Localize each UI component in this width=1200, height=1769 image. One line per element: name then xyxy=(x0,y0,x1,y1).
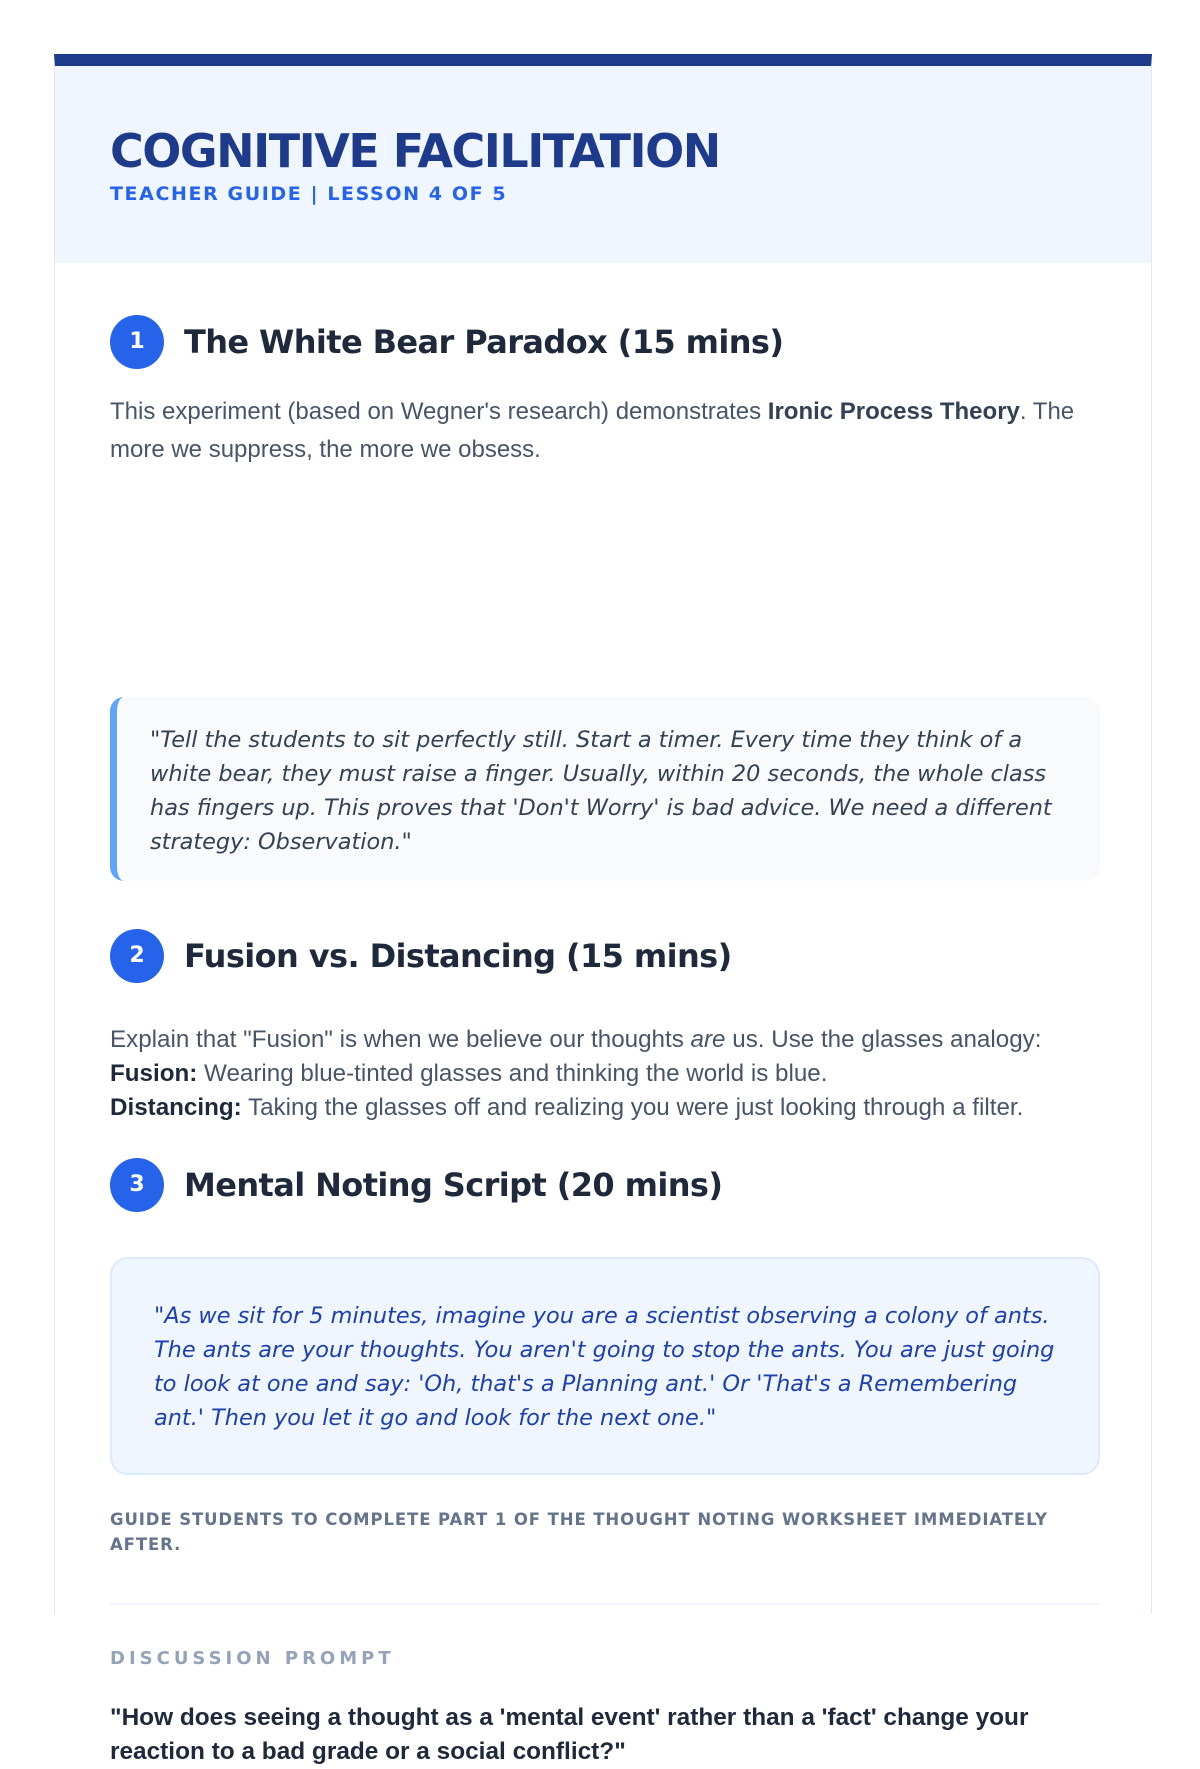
distancing-text: Taking the glasses off and realizing you were just looking through a filter. xyxy=(241,1094,1024,1121)
section-3-title: Mental Noting Script (20 mins) xyxy=(184,1166,723,1204)
section-2-intro-ending: us. Use the glasses analogy: xyxy=(725,1026,1042,1053)
section-2-intro-text: Explain that "Fusion" is when we believe our thoughts xyxy=(110,1026,691,1053)
section-1-number-badge: 1 xyxy=(110,315,164,369)
section-1-heading xyxy=(110,315,783,369)
distancing-definition xyxy=(110,1091,1110,1125)
section-2-intro-line xyxy=(110,1023,1110,1057)
section-divider xyxy=(110,1603,1100,1605)
section-2-number-badge: 2 xyxy=(110,929,164,983)
section-1-intro-emphasis: Ironic Process Theory xyxy=(767,398,1020,425)
fusion-label: Fusion: xyxy=(110,1060,198,1087)
section-1-intro xyxy=(110,393,1100,469)
page-subtitle: TEACHER GUIDE | LESSON 4 OF 5 xyxy=(110,183,508,205)
guide-header xyxy=(55,66,1151,263)
fusion-definition xyxy=(110,1057,1110,1091)
section-3-script-quote: "As we sit for 5 minutes, imagine you are a scientist observing a colony of ants. The ants are your thoughts. You aren't going to stop the ants. You are just going to look at one and say: 'Oh, that's a Planning ant.' Or 'That's a Remembering ant.' Then you let it go and look for the next one." xyxy=(110,1257,1100,1475)
worksheet-instruction: GUIDE STUDENTS TO COMPLETE PART 1 OF THE THOUGHT NOTING WORKSHEET IMMEDIATELY AFTER. xyxy=(110,1510,1048,1554)
discussion-prompt-label: DISCUSSION PROMPT xyxy=(110,1648,395,1669)
section-3-heading xyxy=(110,1158,722,1212)
section-2-heading xyxy=(110,929,732,983)
distancing-label: Distancing: xyxy=(110,1094,242,1121)
section-1-intro-text: This experiment (based on Wegner's research) demonstrates xyxy=(110,398,768,425)
discussion-prompt-text: "How does seeing a thought as a 'mental event' rather than a 'fact' change your reaction to a bad grade or a social conflict?" xyxy=(110,1704,1029,1765)
section-2-title: Fusion vs. Distancing (15 mins) xyxy=(184,937,732,975)
section-1-intro-ending: . The more we suppress, the more we obsess. xyxy=(110,398,1075,463)
lesson-card xyxy=(54,54,1152,1765)
section-2-intro-emphasis: are xyxy=(690,1026,726,1053)
section-1-script-quote: "Tell the students to sit perfectly still. Start a timer. Every time they think of a white bear, they must raise a finger. Usually, within 20 seconds, the whole class has fingers up. This proves that 'Don't Worry' is bad advice. We need a different strategy: Observation." xyxy=(110,697,1100,881)
section-3-number-badge: 3 xyxy=(110,1158,164,1212)
fusion-text: Wearing blue-tinted glasses and thinking the world is blue. xyxy=(197,1060,828,1087)
section-2-explanation xyxy=(110,1023,1110,1125)
section-1-title: The White Bear Paradox (15 mins) xyxy=(184,323,784,361)
page-title: COGNITIVE FACILITATION xyxy=(110,124,720,178)
